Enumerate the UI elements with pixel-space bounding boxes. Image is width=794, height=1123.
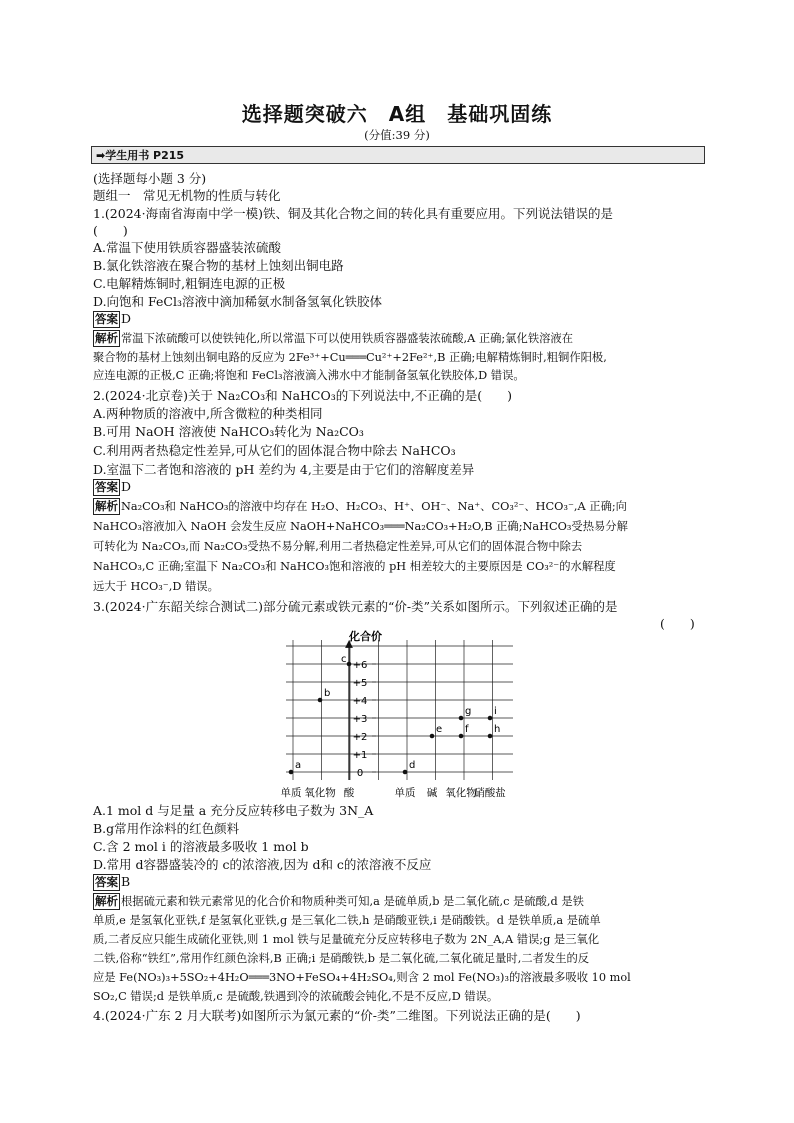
- point-label-b: b: [324, 688, 331, 699]
- x-category-label: 硝酸盐: [474, 787, 506, 799]
- answer-tag: 答案: [95, 875, 118, 889]
- q3-explanation-1: [93, 893, 705, 911]
- y-tick-label: +4: [352, 696, 368, 707]
- point-label-d: d: [409, 760, 416, 771]
- point-h: [488, 734, 493, 739]
- q3-paren: ( ): [660, 616, 695, 631]
- chart-grid: [286, 640, 513, 780]
- x-ticks: [281, 786, 507, 799]
- q1-answer: [93, 311, 131, 328]
- q2-explanation-2: NaHCO₃溶液加入 NaOH 会发生反应 NaOH+NaHCO₃═══Na₂CO₃+H₂O,B 正确;NaHCO₃受热易分解: [93, 520, 628, 533]
- q3-explanation-2: 单质,e 是氢氧化亚铁,f 是氢氧化亚铁,g 是三氧化二铁,h 是硝酸亚铁,i 是硝酸铁。d 是铁单质,a 是硫单: [93, 914, 601, 927]
- q3-explanation-5: 应是 Fe(NO₃)₃+5SO₂+4H₂O═══3NO+FeSO₄+4H₂SO₄,则含 2 mol Fe(NO₃)₃的溶液最多吸收 10 mol: [93, 971, 631, 984]
- q1-paren: ( ): [93, 223, 128, 238]
- q3-answer: [93, 874, 130, 891]
- point-label-e: e: [436, 724, 443, 735]
- point-b: [318, 698, 323, 703]
- q2-answer: [93, 479, 131, 496]
- q2-explanation-5: 远大于 HCO₃⁻,D 错误。: [93, 580, 219, 593]
- point-i: [488, 716, 493, 721]
- intro-note: (选择题每小题 3 分): [93, 171, 207, 186]
- q2-stem: 2.(2024·北京卷)关于 Na₂CO₃和 NaHCO₃的下列说法中,不正确的是( ): [93, 388, 512, 403]
- x-category-label: 氧化物: [304, 787, 336, 799]
- explain-tag: 解析: [95, 331, 118, 345]
- q3-exp-text-1: 根据硫元素和铁元素常见的化合价和物质种类可知,a 是硫单质,b 是二氧化硫,c 是硫酸,d 是铁: [121, 895, 584, 908]
- q2-option-c: C.利用两者热稳定性差异,可从它们的固体混合物中除去 NaHCO₃: [93, 443, 456, 458]
- point-label-c: c: [341, 654, 347, 665]
- x-category-label: 单质: [280, 787, 302, 799]
- x-category-label: 单质: [394, 787, 416, 799]
- point-label-g: g: [465, 706, 472, 717]
- q3-answer-value: B: [121, 874, 131, 889]
- point-e: [430, 734, 435, 739]
- q3-option-c: C.含 2 mol i 的溶液最多吸收 1 mol b: [93, 839, 309, 854]
- y-tick-label: +5: [352, 678, 368, 689]
- y-axis-label: 化合价: [349, 630, 382, 643]
- q1-option-c: C.电解精炼铜时,粗铜连电源的正极: [93, 276, 286, 291]
- q2-explanation-3: 可转化为 Na₂CO₃,而 Na₂CO₃受热不易分解,利用二者热稳定性差异,可从它们的固体混合物中除去: [93, 540, 583, 553]
- q1-explanation-1: [93, 330, 705, 348]
- q1-option-b: B.氯化铁溶液在聚合物的基材上蚀刻出铜电路: [93, 258, 344, 273]
- group-heading: 题组一 常见无机物的性质与转化: [93, 188, 281, 203]
- q3-option-d: D.常用 d容器盛装冷的 c的浓溶液,因为 d和 c的浓溶液不反应: [93, 857, 432, 872]
- q2-option-d: D.室温下二者饱和溶液的 pH 差约为 4,主要是由于它们的溶解度差异: [93, 462, 475, 477]
- book-reference-bar: ➡学生用书 P215: [91, 146, 705, 164]
- y-tick-label: +1: [352, 750, 368, 761]
- x-category-label: 碱: [426, 787, 438, 799]
- point-label-h: h: [494, 724, 501, 735]
- valence-class-chart: [250, 626, 550, 802]
- y-ticks: [353, 660, 376, 779]
- x-category-label: 氧化物: [445, 787, 477, 799]
- q1-option-d: D.向饱和 FeCl₃溶液中滴加稀氨水制备氢氧化铁胶体: [93, 294, 382, 309]
- point-f: [459, 734, 464, 739]
- x-category-label: 酸: [343, 787, 355, 799]
- answer-tag: 答案: [95, 312, 118, 326]
- point-d: [403, 770, 408, 775]
- point-g: [459, 716, 464, 721]
- data-points: [289, 654, 501, 774]
- point-label-i: i: [494, 706, 497, 717]
- q1-explanation-2: 聚合物的基材上蚀刻出铜电路的反应为 2Fe³⁺+Cu═══Cu²⁺+2Fe²⁺,B 正确;电解精炼铜时,粗铜作阳极,: [93, 351, 607, 364]
- q1-stem: 1.(2024·海南省海南中学一模)铁、铜及其化合物之间的转化具有重要应用。下列说法错误的是: [93, 206, 613, 221]
- q3-option-a: A.1 mol d 与足量 a 充分反应转移电子数为 3N_A: [93, 803, 374, 818]
- q3-explanation-3: 质,二者反应只能生成硫化亚铁,则 1 mol 铁与足量硫充分反应转移电子数为 2N_A,A 错误;g 是三氧化: [93, 933, 600, 946]
- point-label-a: a: [295, 760, 302, 771]
- y-tick-label: +2: [352, 732, 368, 743]
- point-label-f: f: [465, 724, 469, 735]
- q1-exp-text-1: 常温下浓硫酸可以使铁钝化,所以常温下可以使用铁质容器盛装浓硫酸,A 正确;氯化铁溶液在: [121, 332, 574, 345]
- y-tick-label: +6: [352, 660, 368, 671]
- answer-tag: 答案: [95, 480, 118, 494]
- q2-option-a: A.两种物质的溶液中,所含微粒的种类相同: [93, 406, 323, 421]
- q3-explanation-4: 二铁,俗称“铁红”,常用作红颜色涂料,B 正确;i 是硝酸铁,b 是二氧化硫,二氧化硫足量时,二者发生的反: [93, 952, 590, 965]
- q2-option-b: B.可用 NaOH 溶液使 NaHCO₃转化为 Na₂CO₃: [93, 424, 364, 439]
- q2-explanation-1: [93, 498, 705, 516]
- q1-answer-value: D: [121, 311, 132, 326]
- q3-option-b: B.g常用作涂料的红色颜料: [93, 821, 240, 836]
- page-title: 选择题突破六 A组 基础巩固练: [241, 102, 553, 126]
- q3-stem: 3.(2024·广东韶关综合测试二)部分硫元素或铁元素的“价-类”关系如图所示。下列叙述正确的是: [93, 599, 618, 614]
- y-tick-label: 0: [356, 768, 364, 779]
- q2-explanation-4: NaHCO₃,C 正确;室温下 Na₂CO₃和 NaHCO₃饱和溶液的 pH 相差较大的主要原因是 CO₃²⁻的水解程度: [93, 560, 616, 573]
- q2-exp-text-1: Na₂CO₃和 NaHCO₃的溶液中均存在 H₂O、H₂CO₃、H⁺、OH⁻、Na⁺、CO₃²⁻、HCO₃⁻,A 正确;向: [121, 500, 627, 513]
- q1-option-a: A.常温下使用铁质容器盛装浓硫酸: [93, 240, 282, 255]
- q3-explanation-6: SO₂,C 错误;d 是铁单质,c 是硫酸,铁遇到冷的浓硫酸会钝化,不是不反应,D 错误。: [93, 990, 499, 1003]
- q1-explanation-3: 应连电源的正极,C 正确;将饱和 FeCl₃溶液滴入沸水中才能制备氢氧化铁胶体,D 错误。: [93, 369, 525, 382]
- score-note: (分值:39 分): [364, 128, 430, 142]
- q2-answer-value: D: [121, 479, 132, 494]
- q4-stem: 4.(2024·广东 2 月大联考)如图所示为氯元素的“价-类”二维图。下列说法正确的是( ): [93, 1008, 581, 1023]
- y-tick-label: +3: [352, 714, 368, 725]
- explain-tag: 解析: [95, 894, 118, 908]
- explain-tag: 解析: [95, 499, 118, 513]
- point-c: [347, 662, 352, 667]
- point-a: [289, 770, 294, 775]
